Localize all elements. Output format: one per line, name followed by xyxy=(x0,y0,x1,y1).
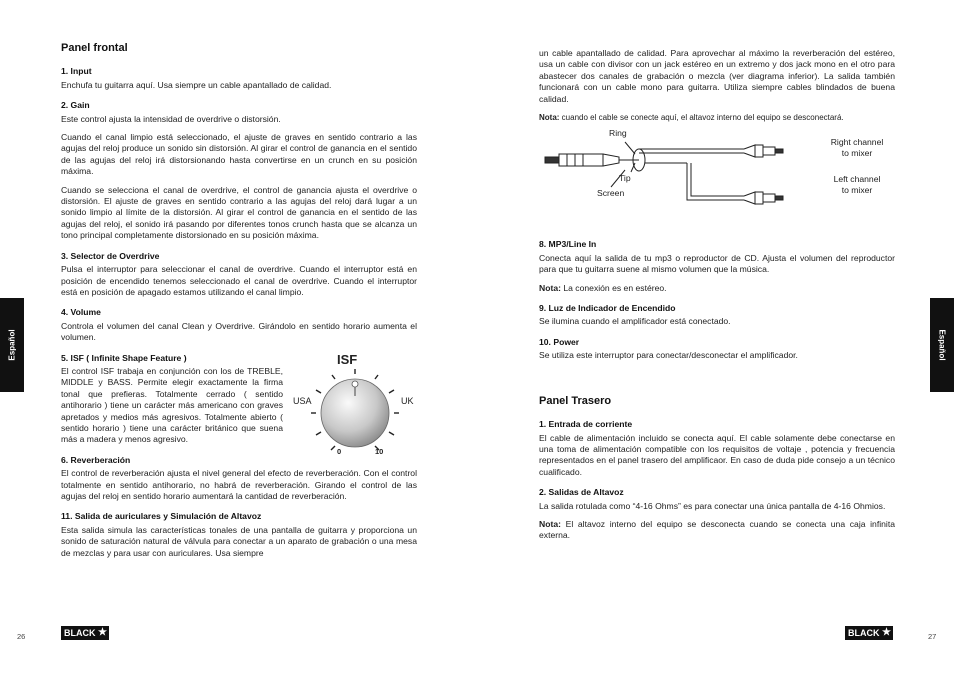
heading-power-input: 1. Entrada de corriente xyxy=(539,419,633,430)
heading-overdrive-selector: 3. Selector de Overdrive xyxy=(61,250,160,261)
paragraph: El control ISF trabaja en conjunción con los de TREBLE, MIDDLE y BASS. Permite elegir exactamente la firma tonal que prefieras. Totalmente cerrado ( sentido antihorario ) tiene un carácter más americano con graves apretados y medios más agresivos. Totalmente abierto ( sentido horario ) tiene una carácter británico que suena más a madera y menos agresivo. xyxy=(61,365,283,445)
note xyxy=(539,283,895,294)
paragraph: Enchufa tu guitarra aquí. Usa siempre un cable apantallado de calidad. xyxy=(61,79,332,90)
note-label: Nota: xyxy=(539,518,561,529)
side-tab-left xyxy=(0,298,24,392)
heading-power: 10. Power xyxy=(539,336,580,347)
heading-reverb: 6. Reverberación xyxy=(61,454,131,465)
left-column xyxy=(61,43,417,566)
label-screen: Screen xyxy=(597,188,625,199)
page-number-right: 27 xyxy=(928,632,937,641)
knob-graphic xyxy=(293,358,417,458)
paragraph: Conecta aquí la salida de tu mp3 o reproductor de CD. Ajusta el volumen del reproductor para que tu guitarra suene al mismo volumen que la música. xyxy=(539,252,895,275)
heading-isf: 5. ISF ( Infinite Shape Feature ) xyxy=(61,352,187,363)
label-ring: Ring xyxy=(609,128,627,139)
side-tab-right xyxy=(930,298,954,392)
splitter-cable-diagram xyxy=(539,130,895,230)
paragraph: Esta salida simula las características tonales de una pantalla de guitarra y proporciona un sonido de saturación natural de válvula para conectar a un aparato de grabación o una mesa de mezclas y para usar con auriculares. Usa siempre xyxy=(61,524,417,558)
paragraph: un cable apantallado de calidad. Para aprovechar al máximo la reverberación del estéreo, usa un cable con divisor con un jack estéreo en un extremo y dos jack mono en el otro para abastecer dos canales de grabación o mezcla (ver diagrama inferior). La salida también funcionará con un cable mono para guitarra. Utiliza siempre cables blindados de buena calidad. xyxy=(539,48,895,104)
side-tab-label: Español xyxy=(7,329,17,361)
paragraph: Este control ajusta la intensidad de overdrive o distorsión. xyxy=(61,113,281,124)
label-line: to mixer xyxy=(841,148,873,159)
side-tab-label: Español xyxy=(937,329,947,361)
note xyxy=(539,519,895,542)
note-label: Nota: xyxy=(539,282,561,293)
label-left-channel xyxy=(809,174,905,196)
note-text: cuando el cable se conecte aquí, el altavoz interno del equipo se desconectará. xyxy=(559,113,844,123)
heading-mp3: 8. MP3/Line In xyxy=(539,239,597,250)
label-line: Left channel xyxy=(833,174,881,185)
star-icon: ★ xyxy=(98,627,107,638)
note-text: El altavoz interno del equipo se desconecta cuando se conecta una caja infinita externa. xyxy=(539,518,895,541)
section-title-rear-panel: Panel Trasero xyxy=(539,394,612,407)
heading-headphones: 11. Salida de auriculares y Simulación de Altavoz xyxy=(61,511,262,522)
paragraph: Controla el volumen del canal Clean y Overdrive. Girándolo en sentido horario aumenta el volumen. xyxy=(61,320,417,343)
label-line: to mixer xyxy=(841,185,873,196)
paragraph: Se ilumina cuando el amplificador está conectado. xyxy=(539,316,731,327)
heading-speaker-outputs: 2. Salidas de Altavoz xyxy=(539,487,624,498)
knob-label-uk: UK xyxy=(401,395,414,406)
isf-knob-illustration xyxy=(293,351,417,458)
paragraph: Se utiliza este interruptor para conectar/desconectar el amplificador. xyxy=(539,350,798,361)
paragraph: Cuando el canal limpio está seleccionado, el ajuste de graves en sentido contrario a las agujas del reloj produce un sonido sin distorsión. Al girar el control de ganancia en el sentido de las agujas del reloj irá distorsionando hasta convertirse en un crunch en su posición máxima. xyxy=(61,132,417,177)
page-number-left: 26 xyxy=(17,632,26,641)
brand-logo-left xyxy=(61,626,109,640)
label-line: Right channel xyxy=(830,137,884,148)
note xyxy=(539,112,895,123)
knob-label-usa: USA xyxy=(293,395,312,406)
paragraph: Cuando se selecciona el canal de overdrive, el control de ganancia ajusta el overdrive o distorsión. El ajuste de graves en sentido contrario a las agujas del reloj dará lugar a un sonido limpio al límite de la distorsión. Al girar el control de ganancia en el sentido de las agujas del reloj, el sonido irá pasando por diferentes tonos crunch hasta que se alcanza un tono principal completamente distorsionado en su posición máxima. xyxy=(61,184,417,241)
note-text: La conexión es en estéreo. xyxy=(560,282,667,293)
knob-min-label: 0 xyxy=(337,446,342,456)
label-right-channel xyxy=(809,137,905,159)
heading-gain: 2. Gain xyxy=(61,100,90,111)
heading-power-light: 9. Luz de Indicador de Encendido xyxy=(539,303,676,314)
brand-logo-right xyxy=(845,626,893,640)
star-icon: ★ xyxy=(882,627,891,638)
section-title-front-panel: Panel frontal xyxy=(61,42,128,54)
right-column xyxy=(539,48,895,549)
knob-title: ISF xyxy=(337,351,358,367)
logo-text: BLACK xyxy=(848,628,880,638)
paragraph: La salida rotulada como “4-16 Ohms” es para conectar una única pantalla de 4-16 Ohmios. xyxy=(539,500,886,511)
note-label: Nota: xyxy=(539,113,560,123)
knob-max-label: 10 xyxy=(375,446,384,456)
heading-volume: 4. Volume xyxy=(61,307,101,318)
heading-input: 1. Input xyxy=(61,66,92,77)
paragraph: El cable de alimentación incluido se conecta aquí. El cable solamente debe conectarse en una toma de alimentación compatible con los requisitos de voltaje , potencia y frecuencia representados en el panel trasero del amplificaor. En caso de duda pide consejo a un técnico cualificado. xyxy=(539,432,895,477)
label-tip: Tip xyxy=(619,173,631,184)
logo-text: BLACK xyxy=(64,628,96,638)
paragraph: El control de reverberación ajusta el nivel general del efecto de reverberación. Con el control totalmente en sentido antihorario, no habrá de reverberación. Girando el control de las agujas del reloj en sentido horario aumentará la cantidad de reverberación. xyxy=(61,468,417,501)
paragraph: Pulsa el interruptor para seleccionar el canal de overdrive. Cuando el interruptor está en posición de encendido tenemos seleccionado el canal de overdrive. Cuando el interruptor está en posición de apagado estamos utilizando el canal limpio. xyxy=(61,264,417,297)
